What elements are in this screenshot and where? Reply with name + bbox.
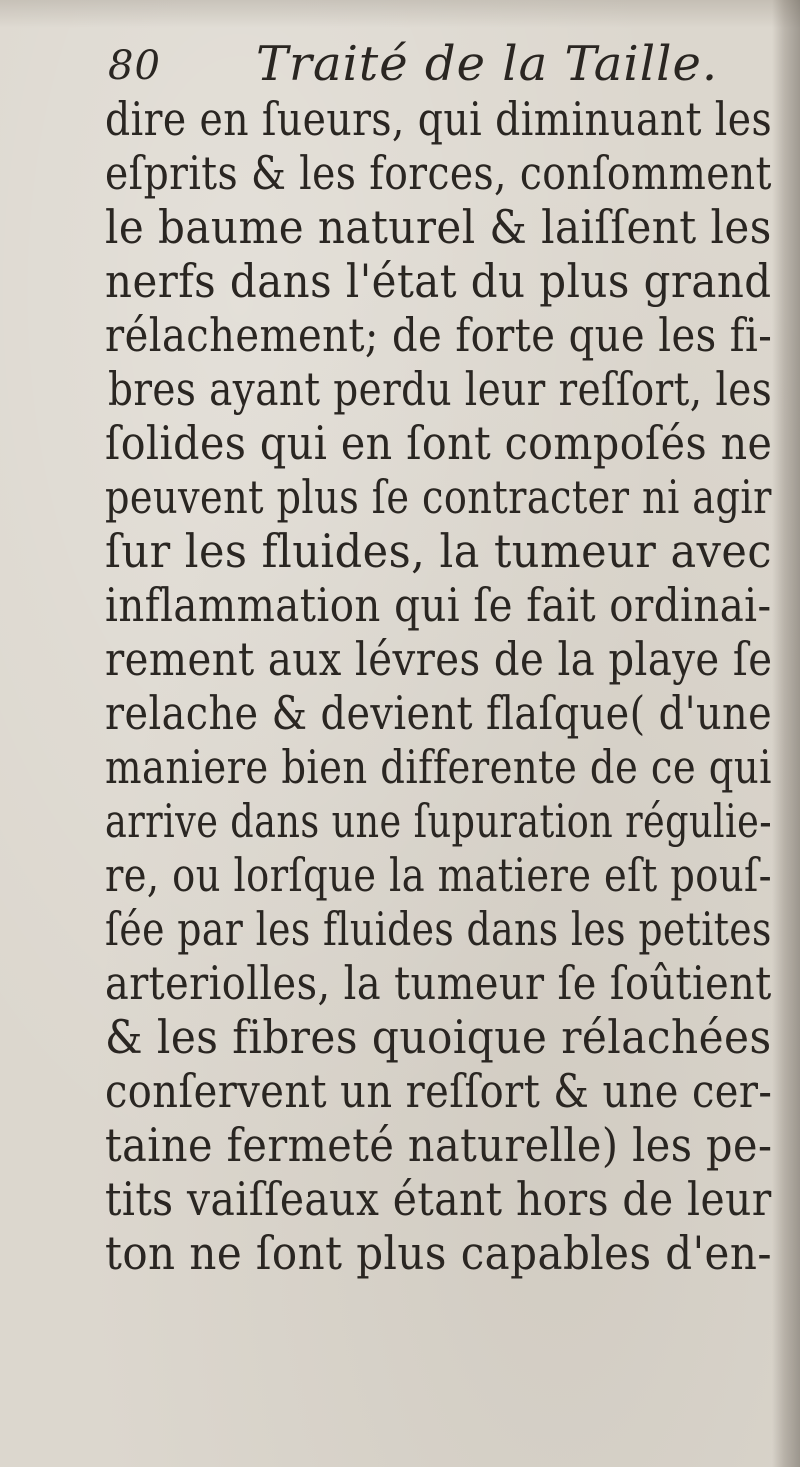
- text-line: dire en ſueurs, qui diminuant les: [105, 92, 773, 146]
- text-line: relache & devient flaſque( d'une: [105, 686, 773, 740]
- text-line: & les fibres quoique rélachées: [105, 1010, 772, 1064]
- text-line: ton ne ſont plus capables d'en-: [105, 1226, 772, 1280]
- text-line: tits vaiſſeaux étant hors de leur: [105, 1172, 772, 1226]
- text-line: maniere bien differente de ce qui: [105, 740, 772, 794]
- text-line: rement aux lévres de la playe ſe: [105, 632, 773, 686]
- text-line: arrive dans une ſupuration régulie-: [105, 794, 772, 848]
- text-line: ſée par les fluides dans les petites: [105, 902, 772, 956]
- text-line: re, ou lorſque la matiere eſt pouſ-: [105, 848, 772, 902]
- text-line: inflammation qui ſe fait ordinai-: [105, 578, 772, 632]
- text-line: nerfs dans l'état du plus grand: [105, 254, 772, 308]
- text-line: taine fermeté naturelle) les pe-: [105, 1118, 773, 1172]
- text-line: ſur les fluides, la tumeur avec: [105, 524, 772, 578]
- page-gutter-shadow: [772, 0, 800, 1467]
- text-line: le baume naturel & laiſſent les: [105, 200, 772, 254]
- text-line: arteriolles, la tumeur ſe ſoûtient: [105, 956, 772, 1010]
- text-line: conſervent un reſſort & une cer-: [105, 1064, 773, 1118]
- text-line: bres ayant perdu leur reſſort, les: [108, 362, 773, 416]
- text-line: peuvent plus ſe contracter ni agir: [105, 470, 772, 524]
- page-header: [108, 36, 768, 92]
- page-number: 80: [108, 43, 161, 89]
- page-top-shadow: [0, 0, 800, 28]
- text-line: rélachement; de forte que les fi-: [105, 308, 773, 362]
- running-title: Traité de la Taille.: [256, 36, 719, 92]
- text-line: ſolides qui en ſont compoſés ne: [105, 416, 773, 470]
- text-line: eſprits & les forces, conſomment: [105, 146, 772, 200]
